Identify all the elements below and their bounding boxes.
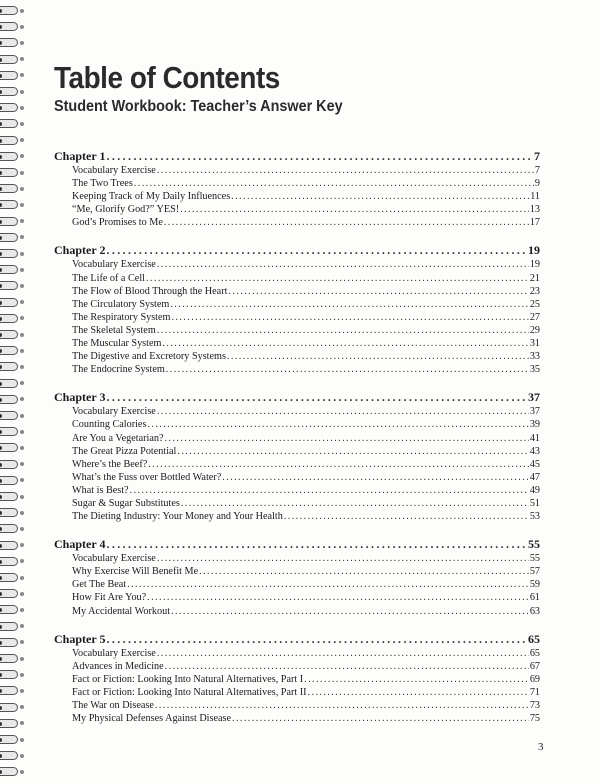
spiral-coil xyxy=(0,492,18,501)
spiral-coil xyxy=(0,346,18,355)
toc-entry-page: 75 xyxy=(529,713,540,725)
toc-entry xyxy=(54,497,540,510)
dot-leader xyxy=(155,699,529,712)
spiral-coil xyxy=(0,119,18,128)
spiral-coil xyxy=(0,362,18,371)
toc-entry xyxy=(54,552,540,565)
dot-leader xyxy=(148,458,529,471)
binding-hole xyxy=(20,235,24,239)
binding-hole xyxy=(20,689,24,693)
spiral-coil xyxy=(0,541,18,550)
binding-hole xyxy=(20,462,24,466)
toc-entry xyxy=(54,285,540,298)
dot-leader xyxy=(199,565,529,578)
binding-hole xyxy=(20,576,24,580)
dot-leader xyxy=(106,242,527,258)
toc-entry-page: 57 xyxy=(529,566,540,578)
binding-hole xyxy=(20,495,24,499)
toc-entry-page: 73 xyxy=(529,700,540,711)
toc-entry-label: The Digestive and Excretory Systems xyxy=(72,351,226,363)
chapter-section xyxy=(54,536,540,617)
toc-entry-page: 47 xyxy=(529,471,540,483)
toc-entry-label: Get The Beat xyxy=(72,579,127,591)
chapter-heading xyxy=(54,536,540,552)
binding-hole xyxy=(20,154,24,158)
spiral-coil xyxy=(0,508,18,517)
toc-entry-page: 23 xyxy=(529,285,540,297)
spiral-coil xyxy=(0,298,18,307)
toc-entry-page: 49 xyxy=(529,484,540,496)
spiral-coil xyxy=(0,265,18,274)
spiral-coil xyxy=(0,427,18,436)
spiral-coil xyxy=(0,524,18,533)
toc-entry xyxy=(54,164,540,177)
spiral-coil xyxy=(0,589,18,598)
dot-leader xyxy=(228,285,528,298)
toc-entry-label: The Great Pizza Potential xyxy=(72,445,177,457)
toc-entry-label: What’s the Fuss over Bottled Water? xyxy=(72,471,222,483)
toc-entry xyxy=(54,484,540,497)
spiral-coil xyxy=(0,767,18,776)
spiral-coil xyxy=(0,184,18,193)
binding-hole xyxy=(20,57,24,61)
dot-leader xyxy=(106,631,527,647)
dot-leader xyxy=(147,418,528,431)
chapter-heading-label: Chapter 2 xyxy=(54,243,106,258)
toc-entry-page: 55 xyxy=(529,553,540,565)
binding-hole xyxy=(20,203,24,207)
binding-hole xyxy=(20,446,24,450)
spiral-coil xyxy=(0,411,18,420)
chapter-heading-label: Chapter 5 xyxy=(54,631,106,646)
chapter-heading-page: 55 xyxy=(528,537,540,552)
toc-entry xyxy=(54,647,540,660)
toc-entry xyxy=(54,337,540,350)
toc-entry xyxy=(54,405,540,418)
binding-hole xyxy=(20,300,24,304)
dot-leader xyxy=(147,591,529,604)
toc-entry xyxy=(54,324,540,337)
binding-hole xyxy=(20,738,24,742)
toc-entry-page: 41 xyxy=(529,432,540,444)
toc-entry-label: Fact or Fiction: Looking Into Natural Alternatives, Part I xyxy=(72,673,304,685)
spiral-coil xyxy=(0,460,18,469)
page-title: Table of Contents xyxy=(54,60,280,95)
toc-entry-label: Advances in Medicine xyxy=(72,660,164,672)
spiral-coil xyxy=(0,55,18,64)
toc-entry-label: My Accidental Workout xyxy=(72,605,171,617)
toc-entry xyxy=(54,177,540,190)
dot-leader xyxy=(146,272,529,285)
chapter-heading xyxy=(54,242,540,258)
toc-entry-label: The Muscular System xyxy=(72,338,162,350)
chapter-heading-page: 37 xyxy=(528,390,540,405)
dot-leader xyxy=(157,164,534,177)
spiral-coil xyxy=(0,281,18,290)
toc-entry-page: 33 xyxy=(529,351,540,363)
spiral-coil xyxy=(0,686,18,695)
binding-hole xyxy=(20,754,24,758)
dot-leader xyxy=(106,389,527,405)
toc-entry-page: 59 xyxy=(529,579,540,591)
toc-entry xyxy=(54,471,540,484)
binding-hole xyxy=(20,122,24,126)
spiral-coil xyxy=(0,217,18,226)
toc-entry-label: Vocabulary Exercise xyxy=(72,553,156,565)
toc-entry-page: 53 xyxy=(529,511,540,523)
toc-entry xyxy=(54,298,540,311)
chapter-section xyxy=(54,631,540,726)
dot-leader xyxy=(304,673,529,686)
toc-entry-label: The Respiratory System xyxy=(72,311,171,323)
toc-entry-page: 63 xyxy=(529,605,540,617)
spiral-coil xyxy=(0,638,18,647)
spiral-coil xyxy=(0,136,18,145)
chapter-heading-label: Chapter 3 xyxy=(54,390,106,405)
toc-entry xyxy=(54,311,540,324)
binding-hole xyxy=(20,770,24,774)
page-number: 3 xyxy=(538,741,544,753)
binding-hole xyxy=(20,333,24,337)
spiral-coil xyxy=(0,330,18,339)
spiral-coil xyxy=(0,654,18,663)
toc-entry-page: 67 xyxy=(529,660,540,672)
toc-entry-page: 13 xyxy=(529,204,540,216)
toc-entry xyxy=(54,350,540,363)
binding-hole xyxy=(20,90,24,94)
binding-hole xyxy=(20,219,24,223)
binding-hole xyxy=(20,673,24,677)
binding-hole xyxy=(20,138,24,142)
dot-leader xyxy=(162,337,528,350)
chapter-section xyxy=(54,389,540,523)
toc-entry-page: 61 xyxy=(529,592,540,604)
spiral-coil xyxy=(0,605,18,614)
toc-entry-page: 37 xyxy=(529,406,540,418)
toc-entry-label: How Fit Are You? xyxy=(72,592,147,604)
binding-hole xyxy=(20,559,24,563)
dot-leader xyxy=(134,177,534,190)
binding-hole xyxy=(20,365,24,369)
chapter-heading-page: 19 xyxy=(528,243,540,258)
dot-leader xyxy=(222,471,529,484)
binding-hole xyxy=(20,527,24,531)
toc-entry xyxy=(54,699,540,712)
toc-entry-page: 11 xyxy=(530,191,540,203)
dot-leader xyxy=(127,578,529,591)
toc-entry-page: 71 xyxy=(529,686,540,698)
spiral-coil xyxy=(0,476,18,485)
toc-entry-label: “Me, Glorify God?” YES! xyxy=(72,204,180,216)
binding-hole xyxy=(20,187,24,191)
toc-entry xyxy=(54,578,540,591)
binding-hole xyxy=(20,349,24,353)
toc-entry xyxy=(54,605,540,618)
chapter-heading-label: Chapter 1 xyxy=(54,149,106,163)
toc-entry xyxy=(54,272,540,285)
toc-entry-page: 21 xyxy=(529,272,540,284)
dot-leader xyxy=(177,445,528,458)
toc-entry xyxy=(54,591,540,604)
toc-entry xyxy=(54,190,540,203)
toc-entry-page: 51 xyxy=(529,497,540,509)
toc-entry xyxy=(54,565,540,578)
spiral-coil xyxy=(0,719,18,728)
dot-leader xyxy=(171,311,528,324)
toc-entry-page: 69 xyxy=(529,673,540,685)
toc-entry xyxy=(54,510,540,523)
spiral-coil xyxy=(0,379,18,388)
toc-entry-page: 45 xyxy=(529,458,540,470)
toc-entry-label: The Skeletal System xyxy=(72,324,156,336)
toc-entry xyxy=(54,660,540,673)
chapter-section xyxy=(54,148,540,229)
spiral-coil xyxy=(0,573,18,582)
binding-hole xyxy=(20,25,24,29)
binding-hole xyxy=(20,657,24,661)
chapter-heading xyxy=(54,389,540,405)
toc-entry-label: The Life of a Cell xyxy=(72,272,145,284)
spiral-binding xyxy=(0,4,22,780)
binding-hole xyxy=(20,430,24,434)
toc-entry-page: 27 xyxy=(529,311,540,323)
toc-entry-label: Why Exercise Will Benefit Me xyxy=(72,566,199,578)
toc-entry xyxy=(54,418,540,431)
spiral-coil xyxy=(0,703,18,712)
dot-leader xyxy=(157,552,529,565)
spiral-coil xyxy=(0,38,18,47)
dot-leader xyxy=(170,298,528,311)
toc-entry-page: 7 xyxy=(534,165,540,176)
toc-entry-label: Are You a Vegetarian? xyxy=(72,432,164,444)
toc-entry xyxy=(54,458,540,471)
binding-hole xyxy=(20,478,24,482)
toc-entry-label: Fact or Fiction: Looking Into Natural Alternatives, Part II xyxy=(72,686,307,698)
toc-entry-page: 25 xyxy=(529,298,540,310)
toc-entry-label: Vocabulary Exercise xyxy=(72,647,156,659)
binding-hole xyxy=(20,73,24,77)
dot-leader xyxy=(171,605,529,618)
dot-leader xyxy=(284,510,529,523)
toc-entry-label: Where’s the Beef? xyxy=(72,458,148,470)
binding-hole xyxy=(20,252,24,256)
toc-entry-label: Keeping Track of My Daily Influences xyxy=(72,191,231,203)
binding-hole xyxy=(20,284,24,288)
toc-entry-page: 17 xyxy=(529,217,540,229)
spiral-coil xyxy=(0,233,18,242)
dot-leader xyxy=(157,324,529,337)
binding-hole xyxy=(20,171,24,175)
toc-entry-page: 35 xyxy=(529,364,540,376)
toc-entry-label: The Endocrine System xyxy=(72,364,165,376)
binding-hole xyxy=(20,268,24,272)
toc-entry-label: Sugar & Sugar Substitutes xyxy=(72,497,180,509)
chapter-heading-label: Chapter 4 xyxy=(54,537,106,552)
toc-entry-label: Vocabulary Exercise xyxy=(72,259,156,271)
chapter-heading xyxy=(54,631,540,647)
spiral-coil xyxy=(0,751,18,760)
toc-entry-label: Counting Calories xyxy=(72,419,147,431)
dot-leader xyxy=(157,405,529,418)
toc-entry-page: 65 xyxy=(529,647,540,659)
toc-entry xyxy=(54,445,540,458)
binding-hole xyxy=(20,721,24,725)
spiral-coil xyxy=(0,168,18,177)
dot-leader xyxy=(180,203,529,216)
dot-leader xyxy=(166,363,529,376)
dot-leader xyxy=(164,432,528,445)
spiral-coil xyxy=(0,443,18,452)
binding-hole xyxy=(20,9,24,13)
spiral-coil xyxy=(0,622,18,631)
spiral-coil xyxy=(0,395,18,404)
toc-entry xyxy=(54,216,540,229)
spiral-coil xyxy=(0,6,18,15)
toc-entry-page: 43 xyxy=(529,445,540,457)
dot-leader xyxy=(232,712,529,725)
chapter-heading-page: 7 xyxy=(534,149,540,163)
spiral-coil xyxy=(0,314,18,323)
toc-entry-label: Vocabulary Exercise xyxy=(72,165,156,176)
table-of-contents xyxy=(54,148,540,738)
dot-leader xyxy=(157,258,529,271)
chapter-heading-page: 65 xyxy=(528,631,540,646)
spiral-coil xyxy=(0,557,18,566)
dot-leader xyxy=(181,497,529,510)
toc-entry-label: The Circulatory System xyxy=(72,298,170,310)
toc-entry-label: What is Best? xyxy=(72,484,129,496)
toc-entry xyxy=(54,673,540,686)
binding-hole xyxy=(20,705,24,709)
dot-leader xyxy=(164,216,529,229)
spiral-coil xyxy=(0,71,18,80)
toc-entry xyxy=(54,686,540,699)
spiral-coil xyxy=(0,87,18,96)
binding-hole xyxy=(20,41,24,45)
toc-entry-label: The Dieting Industry: Your Money and Your Health xyxy=(72,511,283,523)
spiral-coil xyxy=(0,103,18,112)
dot-leader xyxy=(231,190,529,203)
page-subtitle: Student Workbook: Teacher’s Answer Key xyxy=(54,98,343,115)
spiral-coil xyxy=(0,670,18,679)
chapter-heading xyxy=(54,148,540,164)
toc-entry-label: My Physical Defenses Against Disease xyxy=(72,713,232,725)
binding-hole xyxy=(20,624,24,628)
binding-hole xyxy=(20,543,24,547)
dot-leader xyxy=(130,484,529,497)
dot-leader xyxy=(157,647,529,660)
toc-entry-label: God’s Promises to Me xyxy=(72,217,163,229)
toc-entry-page: 19 xyxy=(529,259,540,271)
binding-hole xyxy=(20,608,24,612)
dot-leader xyxy=(308,686,529,699)
binding-hole xyxy=(20,316,24,320)
toc-entry-label: The Two Trees xyxy=(72,178,133,190)
toc-entry-page: 9 xyxy=(534,178,540,190)
toc-entry xyxy=(54,363,540,376)
toc-entry xyxy=(54,203,540,216)
dot-leader xyxy=(227,350,529,363)
toc-entry xyxy=(54,432,540,445)
spiral-coil xyxy=(0,249,18,258)
chapter-section xyxy=(54,242,540,376)
spiral-coil xyxy=(0,152,18,161)
toc-entry-label: The Flow of Blood Through the Heart xyxy=(72,285,228,297)
binding-hole xyxy=(20,397,24,401)
binding-hole xyxy=(20,592,24,596)
toc-entry-page: 29 xyxy=(529,324,540,336)
spiral-coil xyxy=(0,735,18,744)
spiral-coil xyxy=(0,200,18,209)
binding-hole xyxy=(20,381,24,385)
binding-hole xyxy=(20,414,24,418)
dot-leader xyxy=(106,536,527,552)
toc-entry-label: The War on Disease xyxy=(72,700,154,711)
binding-hole xyxy=(20,511,24,515)
dot-leader xyxy=(165,660,529,673)
dot-leader xyxy=(106,148,533,164)
toc-entry xyxy=(54,258,540,271)
spiral-coil xyxy=(0,22,18,31)
toc-entry xyxy=(54,712,540,725)
toc-entry-page: 31 xyxy=(529,338,540,350)
toc-entry-label: Vocabulary Exercise xyxy=(72,406,156,418)
binding-hole xyxy=(20,640,24,644)
binding-hole xyxy=(20,106,24,110)
toc-entry-page: 39 xyxy=(529,419,540,431)
